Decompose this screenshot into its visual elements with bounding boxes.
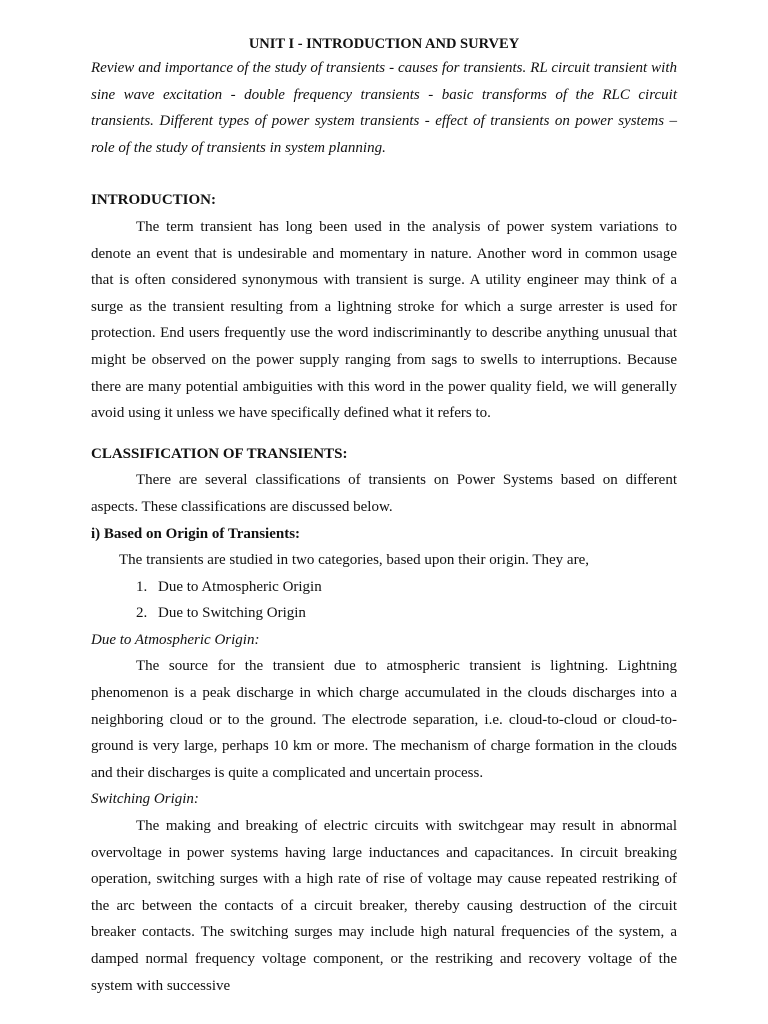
- classification-paragraph: There are several classifications of transients on Power Systems based on different aspects. These classifications are discussed below.: [91, 472, 677, 515]
- unit-title: UNIT I - INTRODUCTION AND SURVEY: [248, 36, 520, 52]
- list-item: [91, 600, 677, 627]
- list-text: Due to Atmospheric Origin: [158, 578, 322, 595]
- origin-intro: The transients are studied in two categories, based upon their origin. They are,: [119, 552, 589, 569]
- introduction-paragraph: The term transient has long been used in the analysis of power system variations to denote an event that is undesirable and momentary in nature. Another word in common usage that is often considered synonymous with transient is surge. A utility engineer may think of a surge as the transient resulting from a lightning stroke for which a surge arrester is used for protection. End users frequently use the word indiscriminantly to describe anything unusual that might be observed on the power supply ranging from sags to swells to interruptions. Because there are many potential ambiguities with this word in the power quality field, we will generally avoid using it unless we have specifically defined what it refers to.: [91, 218, 677, 422]
- atmospheric-paragraph: The source for the transient due to atmospheric transient is lightning. Lightning phenomenon is a peak discharge in which charge accumulated in the clouds discharges into a neighboring cloud or to the ground. The electrode separation, i.e. cloud-to-cloud or cloud-to-ground is very large, perhaps 10 km or more. The mechanism of charge formation in the clouds and their discharges is quite a complicated and uncertain process.: [91, 658, 677, 781]
- document-page: [91, 33, 677, 999]
- introduction-heading: INTRODUCTION:: [91, 192, 217, 209]
- classification-heading: CLASSIFICATION OF TRANSIENTS:: [91, 445, 348, 462]
- syllabus-summary: Review and importance of the study of transients - causes for transients. RL circuit transient with sine wave excitation - double frequency transients - basic transforms of the RLC circuit transients. Different types of power system transients - effect of transients on power systems – role of the study of transients in system planning.: [91, 60, 677, 156]
- origin-subheading: i) Based on Origin of Transients:: [91, 525, 301, 542]
- switching-subheading: Switching Origin:: [91, 791, 199, 808]
- list-text: Due to Switching Origin: [158, 605, 306, 622]
- list-item: [91, 574, 677, 601]
- list-number: 2.: [136, 605, 148, 622]
- switching-paragraph: The making and breaking of electric circuits with switchgear may result in abnormal overvoltage in power systems having large inductances and capacitances. In circuit breaking operation, switching surges with a high rate of rise of voltage may cause repeated restriking of the arc between the contacts of a circuit breaker, thereby causing destruction of the circuit breaker contacts. The switching surges may include high natural frequencies of the system, a damped normal frequency voltage component, or the restriking and recovery voltage of the system with successive: [91, 818, 677, 994]
- origin-list: [91, 574, 677, 627]
- atmospheric-subheading: Due to Atmospheric Origin:: [91, 631, 260, 648]
- list-number: 1.: [136, 578, 148, 595]
